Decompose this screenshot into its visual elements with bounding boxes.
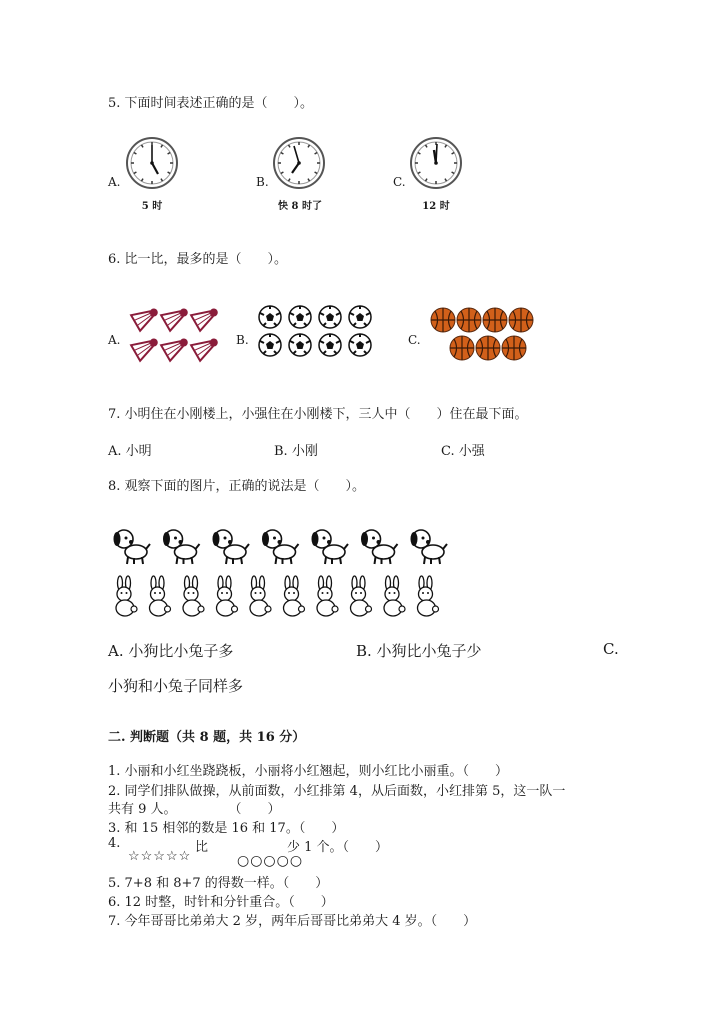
judge-item-6: 6. 12 时整，时针和分针重合。（ ）	[108, 895, 334, 910]
rabbit-icon	[217, 576, 238, 616]
rabbit-icon	[183, 576, 204, 616]
q6-option-b-label[interactable]: B.	[236, 333, 249, 347]
basketball-icon	[457, 308, 481, 332]
q6-text: 6. 比一比，最多的是（ ）。	[108, 252, 288, 267]
soccer-ball-icon	[319, 306, 341, 328]
q5-caption-c: 12 时	[422, 201, 450, 212]
stars-icon: ☆☆☆☆☆	[128, 849, 192, 864]
section2-title: 二. 判断题（共 8 题，共 16 分）	[108, 730, 306, 745]
soccer-ball-icon	[289, 334, 311, 356]
q8-option-a[interactable]: A. 小狗比小兔子多	[108, 642, 234, 660]
shuttlecock-icon	[191, 333, 222, 361]
dog-icon	[361, 530, 398, 564]
judge-item-5: 5. 7+8 和 8+7 的得数一样。（ ）	[108, 876, 329, 891]
shuttlecock-group	[132, 303, 224, 365]
basketball-icon	[431, 308, 455, 332]
rabbit-row	[110, 576, 450, 618]
dog-row	[108, 525, 448, 567]
basketball-icon	[509, 308, 533, 332]
q6-option-c-label[interactable]: C.	[408, 333, 421, 347]
dog-icon	[114, 530, 151, 564]
rabbit-icon	[150, 576, 171, 616]
q6-option-a-label[interactable]: A.	[108, 333, 121, 347]
basketball-icon	[450, 336, 474, 360]
rabbit-icon	[351, 576, 372, 616]
shuttlecock-icon	[131, 303, 162, 331]
rabbit-icon	[284, 576, 305, 616]
judge-item-2: 2. 同学们排队做操，从前面数，小红排第 4，从后面数，小红排第 5，这一队一	[108, 784, 566, 799]
q8-option-c-text: 小狗和小兔子同样多	[108, 677, 244, 695]
judge-item-7: 7. 今年哥哥比弟弟大 2 岁，两年后哥哥比弟弟大 4 岁。（ ）	[108, 914, 477, 929]
dog-icon	[213, 530, 250, 564]
dog-icon	[262, 530, 299, 564]
soccer-ball-icon	[319, 334, 341, 356]
soccer-ball-group	[257, 305, 379, 359]
soccer-ball-icon	[349, 334, 371, 356]
soccer-ball-icon	[259, 306, 281, 328]
clock-b-icon	[272, 136, 326, 190]
q8-option-b[interactable]: B. 小狗比小兔子少	[356, 642, 482, 660]
circles-icon: ○○○○○	[237, 853, 304, 869]
q5-option-c-label[interactable]: C.	[393, 175, 406, 189]
shuttlecock-icon	[131, 333, 162, 361]
rabbit-icon	[418, 576, 439, 616]
basketball-icon	[476, 336, 500, 360]
rabbit-icon	[116, 576, 137, 616]
q8-option-c-label[interactable]: C.	[603, 640, 619, 658]
judge-item-3: 3. 和 15 相邻的数是 16 和 17。（ ）	[108, 821, 345, 836]
q5-option-a-label[interactable]: A.	[108, 175, 121, 189]
rabbit-icon	[384, 576, 405, 616]
shuttlecock-icon	[161, 333, 192, 361]
clock-c-icon	[409, 136, 463, 190]
q5-caption-b: 快 8 时了	[278, 201, 322, 212]
rabbit-icon	[250, 576, 271, 616]
q7-option-a[interactable]: A. 小明	[108, 444, 152, 459]
judge-item-2-cont: 共有 9 人。 （ ）	[108, 802, 281, 817]
dog-icon	[312, 530, 349, 564]
soccer-ball-icon	[349, 306, 371, 328]
judge-item-1: 1. 小丽和小红坐跷跷板，小丽将小红翘起，则小红比小丽重。（ ）	[108, 764, 509, 779]
shuttlecock-icon	[161, 303, 192, 331]
dog-icon	[411, 530, 448, 564]
q7-option-c[interactable]: C. 小强	[441, 444, 485, 459]
q7-text: 7. 小明住在小刚楼上，小强住在小刚楼下，三人中（ ）住在最下面。	[108, 407, 528, 422]
shuttlecock-icon	[191, 303, 222, 331]
q7-option-b[interactable]: B. 小刚	[274, 444, 318, 459]
soccer-ball-icon	[259, 334, 281, 356]
q5-caption-a: 5 时	[141, 201, 163, 212]
q5-text: 5. 下面时间表述正确的是（ ）。	[108, 96, 314, 111]
judge-item-4-tail: 少 1 个。（ ）	[287, 840, 389, 855]
soccer-ball-icon	[289, 306, 311, 328]
rabbit-icon	[317, 576, 338, 616]
q8-text: 8. 观察下面的图片，正确的说法是（ ）。	[108, 479, 366, 494]
q5-option-b-label[interactable]: B.	[256, 175, 269, 189]
basketball-icon	[483, 308, 507, 332]
basketball-group	[430, 307, 534, 363]
basketball-icon	[502, 336, 526, 360]
clock-a-icon	[125, 136, 179, 190]
judge-item-4-compare: 比	[195, 840, 209, 855]
dog-icon	[163, 530, 200, 564]
judge-item-4-num: 4.	[108, 836, 121, 851]
